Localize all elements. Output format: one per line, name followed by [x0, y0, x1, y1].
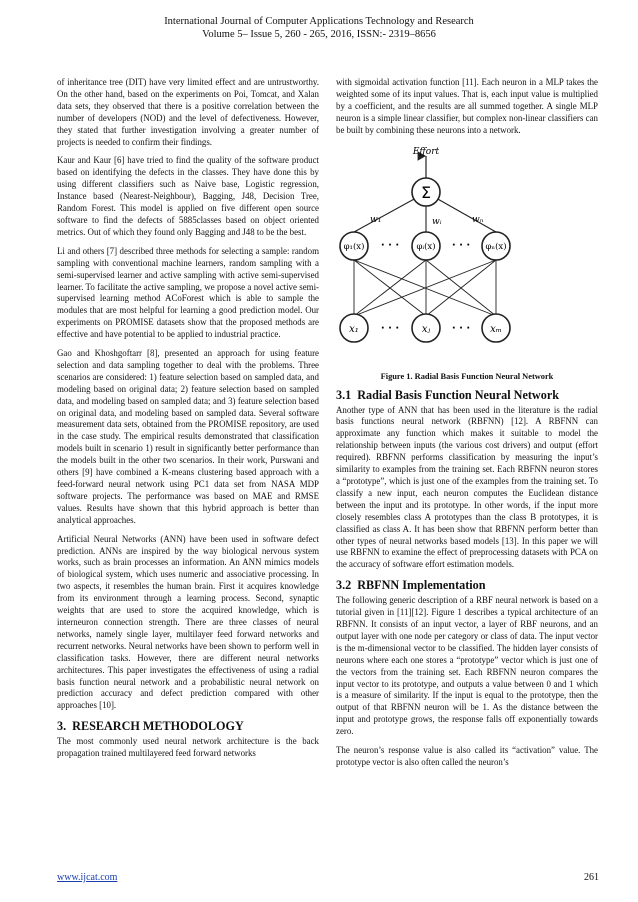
- paragraph: The neuron’s response value is also called its “activation” value. The prototype vector is also often called the neuron’s: [336, 745, 598, 767]
- paragraph: with sigmoidal activation function [11]. Each neuron in a MLP takes the weighted some of its input values. That is, each input value is multiplied by a coefficient, and the results are all summed together. A single MLP neuron is a simple linear classifier, but complex non-linear classifiers can be built by combining these neurons into a network.: [336, 77, 598, 135]
- weight-label: wₙ: [472, 214, 484, 225]
- rbf-network-diagram: [336, 144, 598, 369]
- page-footer: [57, 872, 599, 883]
- output-label: Effort: [412, 146, 440, 157]
- paragraph: Gao and Khoshgoftarr [8], presented an approach for using feature selection and data sampling together to deal with the problems. Three scenarios are considered: 1) feature selection based on sampled data, and modeling based on original data; 2) feature selection based on sampled data, and modeling based on sampled data; and 3) feature selection based on original data, and modeling based on sampled data. Several software measurement data sets, obtained from the PROMISE repository, are used in the case study. The empirical results demonstrated that classification models built in scenario 1) result in significantly better performance than the models built in the other two scenarios. In their work, Purswani and others [9] have combined a K-means clustering based approach with a feed-forward neural network using PC1 data set from NASA MDP software projects. The performance was based on MAE and RMSE values. Results have shown that this hybrid approach is better than analytical approaches.: [57, 348, 319, 525]
- journal-volume: Volume 5– Issue 5, 260 - 265, 2016, ISSN:- 2319–8656: [202, 29, 436, 40]
- sum-symbol: Σ: [420, 182, 432, 202]
- left-column: [57, 77, 319, 767]
- weight-edge: [436, 198, 496, 232]
- section-heading-3-2: [336, 578, 598, 592]
- paragraph: The most commonly used neural network architecture is the back propagation trained multilayered feed forward networks: [57, 736, 319, 759]
- input-label: xₘ: [490, 323, 502, 335]
- paragraph: of inheritance tree (DIT) have very limited effect and are untrustworthy. On the other hand, based on the experiments on Poi, Tomcat, and Xalan data sets, they observed that there is a positive correlation between the number of developers (NOD) and the level of defectiveness. However, they stated that further investigation involving a greater number of projects is needed to confirm their findings.: [57, 77, 319, 147]
- section-number: 3.1: [336, 387, 352, 402]
- weight-label: w₁: [370, 214, 382, 225]
- page-number: 261: [584, 872, 599, 883]
- section-title: Radial Basis Function Neural Network: [357, 387, 560, 402]
- section-title: RESEARCH METHODOLOGY: [72, 719, 244, 734]
- paragraph: Kaur and Kaur [6] have tried to find the quality of the software product based on identifying the defects in the classes. They have done this by using different classifiers such as Naive base, Logistic regression, Instance based (Nearest-Neighbour), Bagging, J48, Decision Tree, Random Forest. This model is applied on five different open source software to find the defects of 5885classes based on object oriented metrics. Out of which they found only Bagging and J48 to be the best.: [57, 155, 319, 237]
- figure-caption: Figure 1. Radial Basis Function Neural Network: [380, 371, 554, 381]
- section-heading-3: [57, 719, 319, 733]
- right-column: [336, 77, 598, 776]
- journal-header: [0, 15, 638, 41]
- ellipsis: · · ·: [380, 239, 400, 251]
- hidden-label: φ₁(x): [343, 241, 365, 252]
- input-label: xⱼ: [421, 323, 431, 335]
- section-number: 3.2: [336, 578, 352, 593]
- journal-title: International Journal of Computer Applications Technology and Research: [164, 16, 474, 27]
- journal-link[interactable]: www.ijcat.com: [57, 872, 118, 883]
- hidden-label: φₙ(x): [485, 241, 507, 252]
- paragraph: Li and others [7] described three methods for selecting a sample: random sampling with conventional machine learners, random sampling with a semi-supervised learner and active sampling with active semi-supervised learner. To facilitate the active sampling, we propose a novel active semi-supervised learning method ACoForest which is able to sample the modules that are most helpful for learning a good prediction model. Our experiments on PROMISE datasets show that the proposed methods are effective and have potential to be applied to industrial practice.: [57, 245, 319, 340]
- section-number: 3.: [57, 719, 67, 734]
- paragraph: The following generic description of a RBF neural network is based on a tutorial given in [11][12]. Figure 1 describes a typical architecture of an RBFNN. It consists of an input vector, a layer of RBF neurons, and an output layer with one node per category or class of data. The input vector is the m-dimensional vector to be classified. The hidden layer consists of neurons where each one stores a “prototype” vector which is just one of the vectors from the training set. Each RBFNN neuron compares the input vector to its prototype, and outputs a value between 0 and 1 which is a measure of similarity. If the input is equal to the prototype, then the output of that RBFNN neuron will be 1. As the distance between the input and prototype grows, the response falls off exponentially towards zero.: [336, 595, 598, 737]
- weight-label: wᵢ: [432, 216, 442, 227]
- ellipsis: · · ·: [451, 322, 471, 334]
- paragraph: Artificial Neural Networks (ANN) have been used in software defect prediction. ANNs are inspired by the way biological nervous system works, such as brain processes an information. An ANN mimics models of biological system, which uses numeric and associative processing. In two aspects, it resembles the human brain. First it acquires knowledge from its environment through a learning process. Second, synaptic weights that are used to store the acquired knowledge, which is interneuron connection strength. There are three classes of neural networks, namely single layer, multilayer feed forward networks and recurrent networks. Neural networks have been shown to perform well in classification tasks. However, there are different neural networks architectures. This paper investigates the effectiveness of using a radial basis function neural network and a probabilistic neural network on prediction accuracy and defect prediction compared with other approaches [10].: [57, 533, 319, 711]
- weight-edge: [354, 198, 416, 232]
- hidden-label: φᵢ(x): [416, 241, 436, 252]
- section-heading-3-1: [336, 388, 598, 402]
- paragraph: Another type of ANN that has been used in the literature is the radial basis functions neural network (RBFNN) [12]. A RBFNN can approximate any function which makes it suitable to model the relationship between inputs (the various cost drivers) and output (effort required). RBFNN performs classification by measuring the input’s similarity to examples from the training set. Each RBFNN neuron stores a “prototype”, which is just one of the examples from the training set. To classify a new input, each neuron computes the Euclidean distance between the input and its prototype. In other words, if the input more closely resembles class A prototypes than the class B prototypes, it is classified as class A. It has been show that RBFNN perform better than other types of neural networks based models [13]. In this paper we will use RBFNN to examine the effect of preprocessing datasets with PCA on the accuracy of software effort estimation models.: [336, 404, 598, 570]
- section-title: RBFNN Implementation: [357, 578, 486, 593]
- input-edges: [354, 260, 496, 316]
- ellipsis: · · ·: [451, 239, 471, 251]
- rbf-network-figure: [336, 144, 598, 369]
- ellipsis: · · ·: [380, 322, 400, 334]
- input-label: x₁: [349, 323, 359, 335]
